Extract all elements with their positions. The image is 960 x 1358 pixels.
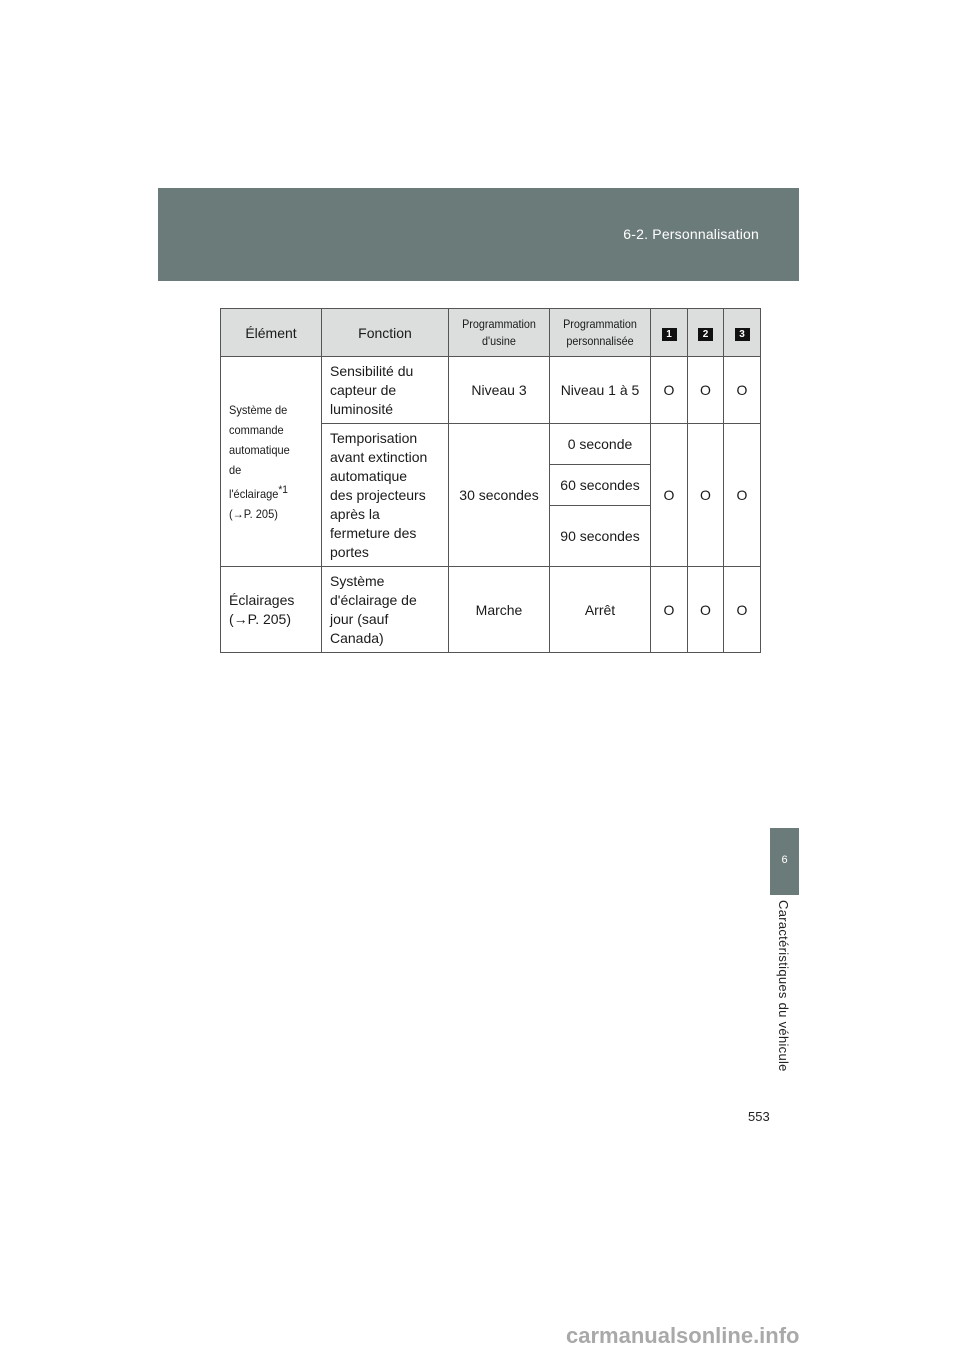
table-row (221, 357, 761, 424)
method-3-available: O (724, 567, 761, 653)
element-auto-light-control: Système de commande automatique de l'éclairage*1 (→P. 205) (221, 357, 322, 567)
section-header-band (158, 188, 799, 281)
method-2-available: O (688, 567, 724, 653)
custom-value: Niveau 1 à 5 (550, 357, 651, 424)
method-1-available: O (651, 357, 688, 424)
page-number: 553 (748, 1109, 770, 1124)
factory-value: Niveau 3 (449, 357, 550, 424)
page-reference: (→P. 205) (229, 610, 291, 627)
custom-value: 0 seconde (550, 424, 651, 465)
chapter-label: Caractéristiques du véhicule (776, 900, 791, 1072)
method-1-available: O (651, 567, 688, 653)
function-headlight-delay: Temporisation avant extinction automatique des projecteurs après la fermeture des portes (322, 424, 449, 567)
watermark: carmanualsonline.info (566, 1323, 800, 1348)
method-2-available: O (688, 424, 724, 567)
method-1-available: O (651, 424, 688, 567)
header-method-2 (688, 309, 724, 357)
footnote-marker: *1 (278, 483, 288, 496)
custom-value: 60 secondes (550, 465, 651, 506)
table-row (221, 567, 761, 653)
header-method-1 (651, 309, 688, 357)
header-custom-setting: Programmation personnalisée (550, 309, 651, 357)
method-3-available: O (724, 357, 761, 424)
header-function: Fonction (322, 309, 449, 357)
factory-value: Marche (449, 567, 550, 653)
method-3-available: O (724, 424, 761, 567)
function-daytime-running-lights: Système d'éclairage de jour (sauf Canada) (322, 567, 449, 653)
customization-table (220, 308, 761, 653)
method-3-icon: 3 (735, 328, 750, 341)
header-factory-setting: Programmation d'usine (449, 309, 550, 357)
page-reference: (→P. 205) (229, 506, 278, 521)
method-1-icon: 1 (662, 328, 677, 341)
chapter-tab (770, 828, 799, 895)
method-2-icon: 2 (698, 328, 713, 341)
header-method-3 (724, 309, 761, 357)
chapter-number: 6 (781, 854, 788, 866)
factory-value: 30 secondes (449, 424, 550, 567)
function-sensor-sensitivity: Sensibilité du capteur de luminosité (322, 357, 449, 424)
table-header-row (221, 309, 761, 357)
element-lights: Éclairages (→P. 205) (221, 567, 322, 653)
section-title: 6-2. Personnalisation (623, 226, 759, 242)
header-element: Élément (221, 309, 322, 357)
custom-value: Arrêt (550, 567, 651, 653)
method-2-available: O (688, 357, 724, 424)
custom-value: 90 secondes (550, 506, 651, 567)
